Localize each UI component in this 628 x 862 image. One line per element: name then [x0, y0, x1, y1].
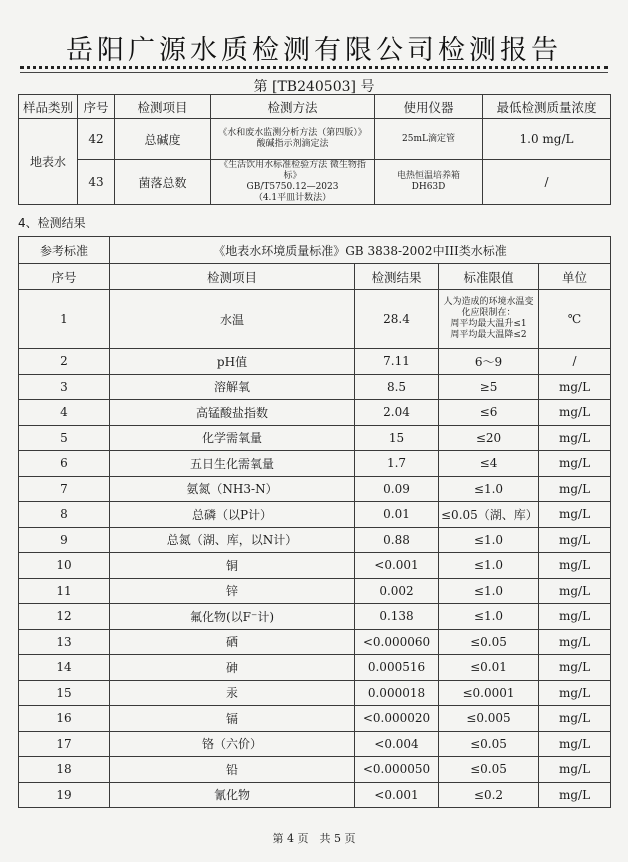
method-line: GB/T5750.12—2023: [246, 182, 339, 192]
method-line: 酸碱指示剂滴定法: [256, 139, 329, 149]
reference-label: 参考标准: [19, 237, 110, 264]
method-table-header: [19, 95, 611, 119]
row-no: 1: [19, 290, 110, 349]
row-limit: ≤0.005: [439, 706, 539, 732]
row-unit: mg/L: [539, 629, 611, 655]
method-row: [19, 119, 611, 160]
table-row: [19, 706, 611, 732]
row-item: 铬（六价）: [110, 731, 355, 757]
row-no: 8: [19, 502, 110, 528]
row-unit: mg/L: [539, 578, 611, 604]
row-result: <0.004: [355, 731, 439, 757]
row-result: <0.001: [355, 782, 439, 808]
method-row: [19, 160, 611, 205]
row-result: 1.7: [355, 451, 439, 477]
table-row: [19, 757, 611, 783]
row-unit: mg/L: [539, 527, 611, 553]
row-result: <0.000060: [355, 629, 439, 655]
instrument-line: DH63D: [411, 182, 446, 192]
row-no: 10: [19, 553, 110, 579]
row-item: 硒: [110, 629, 355, 655]
row-unit: /: [539, 349, 611, 375]
row-no: 3: [19, 374, 110, 400]
method-line: 《水和废水监测分析方法（第四版）》: [218, 128, 367, 138]
table-row: [19, 451, 611, 477]
limit-line: 周平均最大温升≤1: [450, 319, 527, 329]
row-no: 16: [19, 706, 110, 732]
row-item: pH值: [110, 349, 355, 375]
method-row-method: [211, 119, 375, 160]
method-row-item: 总碱度: [115, 119, 211, 160]
row-result: 0.138: [355, 604, 439, 630]
row-limit: ≥5: [439, 374, 539, 400]
header-limit: 标准限值: [439, 264, 539, 290]
method-row-instrument: [375, 119, 483, 160]
row-unit: mg/L: [539, 655, 611, 681]
table-row: [19, 400, 611, 426]
row-result: 2.04: [355, 400, 439, 426]
method-row-min: /: [483, 160, 611, 205]
row-item: 锌: [110, 578, 355, 604]
header-no: 序号: [19, 264, 110, 290]
table-row: [19, 553, 611, 579]
row-result: 15: [355, 425, 439, 451]
table-row: [19, 527, 611, 553]
row-result: 0.88: [355, 527, 439, 553]
row-unit: ℃: [539, 290, 611, 349]
row-result: 0.000018: [355, 680, 439, 706]
table-row: [19, 349, 611, 375]
row-unit: mg/L: [539, 374, 611, 400]
row-limit: ≤0.05: [439, 629, 539, 655]
row-unit: mg/L: [539, 502, 611, 528]
method-line: （4.1平皿计数法）: [253, 193, 332, 203]
title-dotted-divider: [20, 66, 608, 69]
row-limit: ≤4: [439, 451, 539, 477]
method-row-method: [211, 160, 375, 205]
row-result: 8.5: [355, 374, 439, 400]
row-no: 7: [19, 476, 110, 502]
table-row: [19, 731, 611, 757]
row-unit: mg/L: [539, 757, 611, 783]
header-instrument: 使用仪器: [375, 95, 483, 119]
table-row: [19, 578, 611, 604]
row-item: 氟化物(以F⁻计): [110, 604, 355, 630]
row-no: 18: [19, 757, 110, 783]
row-item: 溶解氧: [110, 374, 355, 400]
row-unit: mg/L: [539, 706, 611, 732]
row-item: 总磷（以P计）: [110, 502, 355, 528]
results-table: [18, 236, 611, 808]
row-no: 17: [19, 731, 110, 757]
row-limit: ≤0.01: [439, 655, 539, 681]
row-unit: mg/L: [539, 400, 611, 426]
row-limit: ≤0.0001: [439, 680, 539, 706]
row-item: 铅: [110, 757, 355, 783]
table-row: [19, 680, 611, 706]
row-result: 7.11: [355, 349, 439, 375]
header-sample-category: 样品类别: [19, 95, 78, 119]
table-row: [19, 629, 611, 655]
row-result: 0.01: [355, 502, 439, 528]
row-unit: mg/L: [539, 604, 611, 630]
table-row: [19, 476, 611, 502]
row-unit: mg/L: [539, 782, 611, 808]
row-item: 总氮（湖、库，以N计）: [110, 527, 355, 553]
table-row: [19, 290, 611, 349]
sample-category-cell: 地表水: [19, 119, 78, 205]
row-result: 28.4: [355, 290, 439, 349]
row-unit: mg/L: [539, 425, 611, 451]
results-header: [19, 264, 611, 290]
method-row-no: 43: [78, 160, 115, 205]
row-limit: ≤0.05（湖、库）: [439, 502, 539, 528]
table-row: [19, 782, 611, 808]
row-item: 砷: [110, 655, 355, 681]
section-title: 4、检测结果: [18, 216, 86, 230]
method-row-instrument: [375, 160, 483, 205]
row-item: 铜: [110, 553, 355, 579]
header-no: 序号: [78, 95, 115, 119]
header-unit: 单位: [539, 264, 611, 290]
row-unit: mg/L: [539, 451, 611, 477]
table-row: [19, 502, 611, 528]
instrument-line: 25mL滴定管: [402, 133, 455, 144]
row-no: 6: [19, 451, 110, 477]
header-min-concentration: 最低检测质量浓度: [483, 95, 611, 119]
reference-standard-row: [19, 237, 611, 264]
row-limit: ≤1.0: [439, 553, 539, 579]
table-row: [19, 425, 611, 451]
limit-line: 化应限制在：: [461, 308, 516, 318]
row-limit: ≤1.0: [439, 527, 539, 553]
title-rule: [20, 72, 608, 73]
method-line: 《生活饮用水标准检验方法 微生物指标》: [219, 160, 366, 181]
row-no: 4: [19, 400, 110, 426]
row-limit: ≤0.05: [439, 731, 539, 757]
row-no: 2: [19, 349, 110, 375]
row-result: 0.002: [355, 578, 439, 604]
row-item: 镉: [110, 706, 355, 732]
results-body: [19, 290, 611, 808]
row-no: 12: [19, 604, 110, 630]
row-result: 0.09: [355, 476, 439, 502]
row-result: 0.000516: [355, 655, 439, 681]
reference-standard: 《地表水环境质量标准》GB 3838-2002中III类水标准: [110, 237, 611, 264]
row-result: <0.000020: [355, 706, 439, 732]
row-item: 高锰酸盐指数: [110, 400, 355, 426]
row-limit: 6～9: [439, 349, 539, 375]
row-item: 汞: [110, 680, 355, 706]
row-no: 14: [19, 655, 110, 681]
row-unit: mg/L: [539, 553, 611, 579]
row-limit: ≤1.0: [439, 578, 539, 604]
row-limit: ≤1.0: [439, 604, 539, 630]
row-limit: [439, 290, 539, 349]
row-no: 9: [19, 527, 110, 553]
table-row: [19, 655, 611, 681]
method-table: [18, 94, 611, 205]
row-no: 15: [19, 680, 110, 706]
row-result: <0.000050: [355, 757, 439, 783]
company-report-title: 岳阳广源水质检测有限公司检测报告: [66, 35, 562, 66]
table-row: [19, 374, 611, 400]
header-item: 检测项目: [110, 264, 355, 290]
row-limit: ≤6: [439, 400, 539, 426]
row-unit: mg/L: [539, 680, 611, 706]
report-number: 第 [TB240503] 号: [253, 79, 375, 95]
row-item: 氨氮（NH3-N）: [110, 476, 355, 502]
row-unit: mg/L: [539, 731, 611, 757]
row-unit: mg/L: [539, 476, 611, 502]
row-limit: ≤1.0: [439, 476, 539, 502]
method-row-item: 菌落总数: [115, 160, 211, 205]
row-no: 5: [19, 425, 110, 451]
row-no: 19: [19, 782, 110, 808]
header-item: 检测项目: [115, 95, 211, 119]
row-limit: ≤0.2: [439, 782, 539, 808]
header-method: 检测方法: [211, 95, 375, 119]
row-item: 化学需氧量: [110, 425, 355, 451]
table-row: [19, 604, 611, 630]
row-limit: ≤20: [439, 425, 539, 451]
instrument-line: 电热恒温培养箱: [396, 171, 460, 181]
row-result: <0.001: [355, 553, 439, 579]
limit-line: 人为造成的环境水温变: [443, 297, 534, 307]
row-item: 五日生化需氧量: [110, 451, 355, 477]
method-row-min: 1.0 mg/L: [483, 119, 611, 160]
row-item: 水温: [110, 290, 355, 349]
limit-line: 周平均最大温降≤2: [450, 330, 527, 340]
page-footer: 第 4 页 共 5 页: [272, 832, 356, 845]
row-item: 氰化物: [110, 782, 355, 808]
header-result: 检测结果: [355, 264, 439, 290]
method-row-no: 42: [78, 119, 115, 160]
row-limit: ≤0.05: [439, 757, 539, 783]
row-no: 13: [19, 629, 110, 655]
row-no: 11: [19, 578, 110, 604]
